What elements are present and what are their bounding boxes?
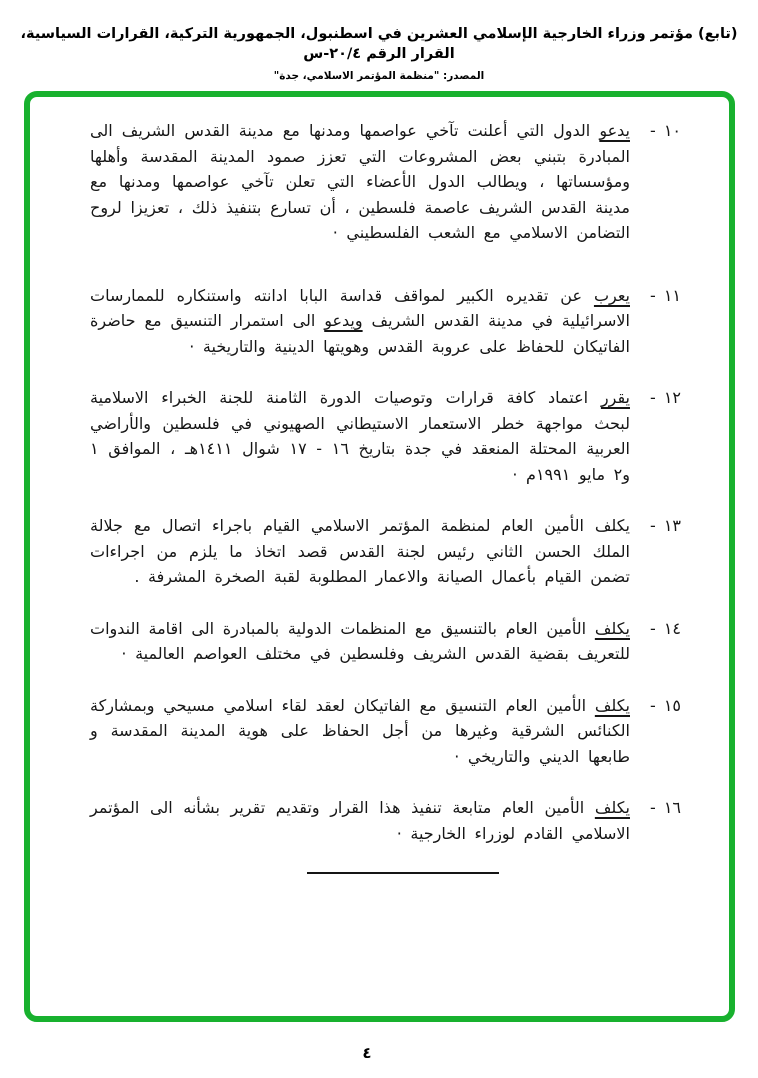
header-source-line: المصدر: "منظمة المؤتمر الاسلامي، جدة" [273, 69, 485, 82]
item-text [90, 795, 630, 846]
item-lead-word-underlined: يكلف [594, 695, 630, 715]
item-dash: - [650, 618, 656, 638]
resolution-item [90, 513, 681, 590]
item-dash: - [650, 285, 656, 305]
item-lead-word-underlined: يقرر [600, 388, 630, 407]
page-number: ٤ [362, 1044, 372, 1062]
item-lead-word-underlined: ويدعو [324, 311, 363, 330]
item-dash: - [650, 121, 656, 140]
item-number-cell [637, 513, 681, 590]
header-title-line: (تابع) مؤتمر وزراء الخارجية الإسلامي العشرين في اسطنبول، الجمهورية التركية، القرارات السياسية، القرار الرقم ٢٠/٤-س [20, 26, 738, 63]
resolution-item [90, 795, 681, 846]
item-number: ١٦ [663, 798, 681, 817]
item-text-segment: الأمين العام متابعة تنفيذ هذا القرار وتقديم تقرير بشأنه الى المؤتمر الاسلامي القادم لوزراء الخارجية · [90, 798, 630, 843]
item-number: ١٢ [663, 388, 681, 407]
item-text-segment: الأمين العام التنسيق مع الفاتيكان لعقد لقاء اسلامي مسيحي وبمشاركة الكنائس الشرقية وغيرها من أجل الحفاظ على هوية المدينة المقدسة و طابعها الديني والتاريخي · [90, 695, 630, 766]
item-text [90, 693, 630, 770]
item-number-cell [637, 795, 681, 846]
item-text-segment: عن تقديره الكبير لمواقف قداسة البابا ادانته واستنكاره للممارسات الاسرائيلية في مدينة القدس الشريف [90, 285, 630, 330]
item-text-segment: الأمين العام بالتنسيق مع المنظمات الدولية بالمبادرة الى اقامة الندوات للتعريف بقضية القدس الشريف وفلسطين في مختلف العواصم العالمية · [90, 618, 630, 663]
item-text-segment: الدول التي أعلنت تآخي عواصمها ومدنها مع مدينة القدس الشريف الى المبادرة بتبني بعض المشروعات التي تعزز صمود المدينة المقدسة وأهلها ومؤسساتها ، ويطالب الدول الأعضاء التي تعلن تآخي عواصمها ومدنها مع مدينة القدس الشريف عاصمة فلسطين ، أن تسارع بتنفيذ ذلك ، تعزيزا لروح التضامن الاسلامي مع الشعب الفلسطيني · [90, 121, 630, 242]
resolution-item [90, 385, 681, 487]
resolution-item [90, 616, 681, 667]
item-dash: - [650, 798, 656, 817]
resolution-list [90, 118, 681, 846]
item-number-cell [637, 385, 681, 487]
item-number: ١٠ [663, 121, 681, 140]
item-text-segment: يكلف الأمين العام لمنظمة المؤتمر الاسلامي القيام باجراء اتصال مع جلالة الملك الحسن الثاني رئيس لجنة القدس قصد اتخاذ ما يلزم من اجراءات تضمن القيام بأعمال الصيانة والاعمار المطلوبة لقبة الصخرة المشرفة . [90, 516, 630, 586]
resolution-item [90, 283, 681, 360]
item-lead-word-underlined: يكلف [594, 618, 630, 638]
item-text-segment: اعتماد كافة قرارات وتوصيات الدورة الثامنة للجنة الخبراء الاسلامية لبحث مواجهة خطر الاستعمار الاستيطاني الصهيوني في فلسطين والأراضي العربية المحتلة المنعقد في جدة بتاريخ ١٦ - ١٧ شوال ١٤١١هـ ، الموافق ١ و٢ مايو ١٩٩١م · [90, 388, 631, 484]
item-dash: - [650, 695, 656, 715]
resolution-item [90, 118, 681, 246]
item-text [90, 513, 630, 590]
item-lead-word-underlined: يكلف [594, 798, 630, 817]
item-text [90, 283, 630, 360]
item-number: ١٣ [663, 516, 681, 535]
document-header [0, 0, 758, 82]
item-dash: - [650, 516, 656, 535]
item-number-cell [637, 118, 681, 246]
item-number: ١١ [663, 285, 681, 305]
item-text [90, 385, 630, 487]
item-number-cell [637, 283, 681, 360]
item-number-cell [637, 616, 681, 667]
item-number-cell [637, 693, 681, 770]
item-lead-word-underlined: يدعو [599, 121, 630, 140]
item-text-segment: الى استمرار التنسيق مع حاضرة الفاتيكان للحفاظ على عروبة القدس وهويتها الدينية والتاريخية · [90, 311, 630, 356]
item-number: ١٥ [663, 695, 681, 715]
item-dash: - [650, 388, 656, 407]
item-text [90, 118, 630, 246]
resolution-item [90, 693, 681, 770]
item-text [90, 616, 630, 667]
item-lead-word-underlined: يعرب [593, 285, 630, 305]
green-border-box [24, 91, 735, 1022]
end-divider-line [307, 872, 499, 874]
item-number: ١٤ [663, 618, 681, 638]
